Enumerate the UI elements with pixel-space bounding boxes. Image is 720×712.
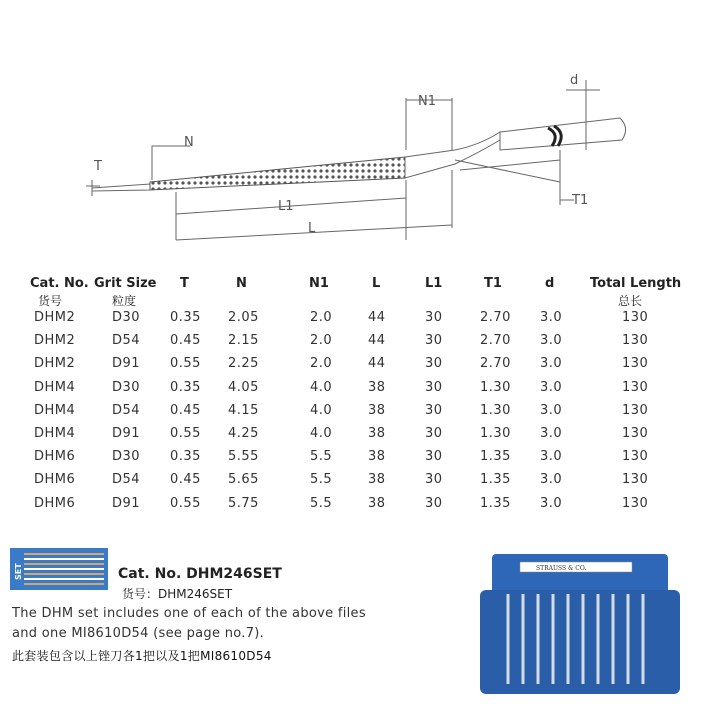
product-photo xyxy=(480,544,680,700)
cell-l1: 30 xyxy=(425,333,443,349)
cell-t1: 1.30 xyxy=(480,379,511,395)
set-thumbnail xyxy=(10,548,108,590)
header-t: T xyxy=(180,276,189,291)
cell-n: 4.15 xyxy=(228,402,259,418)
cell-cat-no: DHM6 xyxy=(34,449,76,465)
label-l1: L1 xyxy=(278,199,294,214)
cell-t: 0.45 xyxy=(170,402,201,418)
cell-n: 2.15 xyxy=(228,333,259,349)
cell-d: 3.0 xyxy=(540,333,563,349)
header-l1: L1 xyxy=(425,276,443,291)
header-l: L xyxy=(372,276,381,291)
cell-grit-size: D54 xyxy=(112,402,141,418)
header-n: N xyxy=(236,276,247,291)
header-grit-size-cn: 粒度 xyxy=(112,294,137,308)
cell-t1: 2.70 xyxy=(480,356,511,372)
cell-l1: 30 xyxy=(425,310,443,325)
cell-d: 3.0 xyxy=(540,495,563,511)
cell-d: 3.0 xyxy=(540,379,563,395)
cell-t: 0.45 xyxy=(170,472,201,488)
cell-grit-size: D54 xyxy=(112,333,141,349)
header-total-length: Total Length xyxy=(590,276,682,291)
cell-l: 44 xyxy=(368,356,386,372)
file-tip xyxy=(92,184,150,191)
cell-grit-size: D30 xyxy=(112,310,141,325)
cell-l1: 30 xyxy=(425,495,443,511)
label-t: T xyxy=(94,159,102,174)
cell-l: 38 xyxy=(368,449,386,465)
cell-n1: 5.5 xyxy=(310,495,333,511)
cell-total-length: 130 xyxy=(622,426,649,441)
cell-l: 38 xyxy=(368,426,386,441)
cell-t: 0.45 xyxy=(170,333,201,349)
cell-l: 38 xyxy=(368,379,386,395)
set-badge: SET xyxy=(14,563,23,580)
set-description-line1: The DHM set includes one of each of the above files xyxy=(12,606,366,621)
file-dimension-diagram xyxy=(0,0,720,270)
cell-t1: 1.35 xyxy=(480,472,511,488)
cell-n1: 4.0 xyxy=(310,379,333,395)
set-description-cn: 此套装包含以上锉刀各1把以及1把MI8610D54 xyxy=(12,649,272,663)
cell-t1: 1.30 xyxy=(480,426,511,441)
coated-section xyxy=(150,157,405,190)
cell-cat-no: DHM4 xyxy=(34,402,76,418)
cell-grit-size: D54 xyxy=(112,472,141,488)
cell-total-length: 130 xyxy=(622,449,649,465)
cell-cat-no: DHM4 xyxy=(34,379,76,395)
cell-n: 2.25 xyxy=(228,356,259,372)
cell-n1: 2.0 xyxy=(310,333,333,349)
set-block xyxy=(10,548,430,668)
cell-n1: 2.0 xyxy=(310,310,333,325)
cell-l1: 30 xyxy=(425,426,443,441)
label-l: L xyxy=(308,221,316,236)
label-n: N xyxy=(184,135,194,150)
header-total-length-cn: 总长 xyxy=(618,294,643,308)
cell-d: 3.0 xyxy=(540,426,563,441)
cell-cat-no: DHM6 xyxy=(34,472,76,488)
header-n1: N1 xyxy=(309,276,329,291)
label-n1: N1 xyxy=(418,94,436,109)
cell-t: 0.35 xyxy=(170,310,201,325)
cell-l1: 30 xyxy=(425,449,443,465)
cell-n1: 5.5 xyxy=(310,449,333,465)
photo-brand: STRAUSS & CO. xyxy=(536,565,587,572)
cell-d: 3.0 xyxy=(540,402,563,418)
cell-grit-size: D30 xyxy=(112,379,141,395)
cell-cat-no: DHM2 xyxy=(34,333,76,349)
cell-d: 3.0 xyxy=(540,472,563,488)
cell-t: 0.55 xyxy=(170,426,201,441)
cell-n: 5.55 xyxy=(228,449,259,465)
cell-t: 0.55 xyxy=(170,356,201,372)
cell-t: 0.55 xyxy=(170,495,201,511)
set-description xyxy=(12,604,392,644)
cell-cat-no: DHM6 xyxy=(34,495,76,511)
cell-t: 0.35 xyxy=(170,379,201,395)
cell-total-length: 130 xyxy=(622,402,649,418)
cell-total-length: 130 xyxy=(622,472,649,488)
header-cat-no: Cat. No. xyxy=(30,276,89,291)
cell-n: 5.75 xyxy=(228,495,259,511)
cell-total-length: 130 xyxy=(622,379,649,395)
cell-grit-size: D30 xyxy=(112,449,141,465)
cell-t1: 1.35 xyxy=(480,495,511,511)
cell-grit-size: D91 xyxy=(112,495,141,511)
header-grit-size: Grit Size xyxy=(94,276,157,291)
header-d: d xyxy=(545,276,555,291)
file-shank xyxy=(500,118,626,150)
cell-l1: 30 xyxy=(425,379,443,395)
header-cat-no-cn: 货号 xyxy=(38,294,63,308)
header-t1: T1 xyxy=(484,276,502,291)
cell-n1: 4.0 xyxy=(310,402,333,418)
cell-l1: 30 xyxy=(425,472,443,488)
cell-t: 0.35 xyxy=(170,449,201,465)
cell-n: 5.65 xyxy=(228,472,259,488)
cell-n: 2.05 xyxy=(228,310,259,325)
cell-l1: 30 xyxy=(425,356,443,372)
label-d: d xyxy=(570,73,579,88)
cell-n1: 5.5 xyxy=(310,472,333,488)
set-description-line2: and one MI8610D54 (see page no.7). xyxy=(12,626,265,641)
cell-cat-no: DHM2 xyxy=(34,356,76,372)
cell-l: 38 xyxy=(368,472,386,488)
shank-break xyxy=(548,126,561,146)
cell-n: 4.25 xyxy=(228,426,259,441)
cell-grit-size: D91 xyxy=(112,426,141,441)
cell-total-length: 130 xyxy=(622,310,649,325)
cell-t1: 1.30 xyxy=(480,402,511,418)
cell-l: 44 xyxy=(368,310,386,325)
cell-l1: 30 xyxy=(425,402,443,418)
cell-l: 44 xyxy=(368,333,386,349)
cell-cat-no: DHM4 xyxy=(34,426,76,441)
cell-grit-size: D91 xyxy=(112,356,141,372)
cell-n: 4.05 xyxy=(228,379,259,395)
cell-n1: 2.0 xyxy=(310,356,333,372)
set-title: Cat. No. DHM246SET xyxy=(118,566,282,582)
cell-l: 38 xyxy=(368,402,386,418)
cell-d: 3.0 xyxy=(540,356,563,372)
cell-total-length: 130 xyxy=(622,333,649,349)
cell-t1: 1.35 xyxy=(480,449,511,465)
cell-total-length: 130 xyxy=(622,495,649,511)
cell-cat-no: DHM2 xyxy=(34,310,76,325)
set-subtitle: 货号：DHM246SET xyxy=(122,587,233,601)
cell-total-length: 130 xyxy=(622,356,649,372)
cell-t1: 2.70 xyxy=(480,310,511,325)
cell-t1: 2.70 xyxy=(480,333,511,349)
cell-n1: 4.0 xyxy=(310,426,333,441)
cell-d: 3.0 xyxy=(540,449,563,465)
cell-l: 38 xyxy=(368,495,386,511)
label-t1: T1 xyxy=(572,193,589,208)
cell-d: 3.0 xyxy=(540,310,563,325)
